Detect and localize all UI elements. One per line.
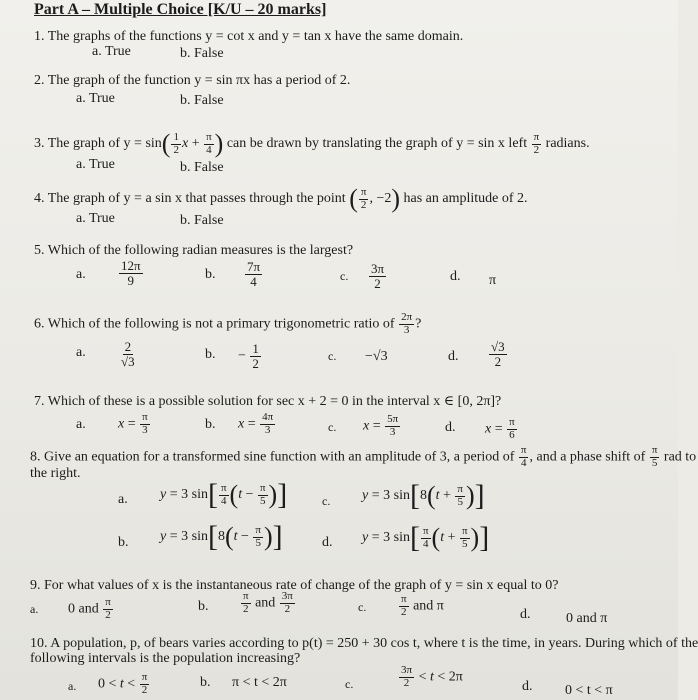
- question-10-answer-b: π < t < 2π: [232, 675, 287, 690]
- question-4-option-a: a. True: [76, 211, 115, 226]
- question-10-text: 10. A population, p, of bears varies according to p(t) = 250 + 30 cos t, where t is the time, in years. During which of the: [30, 636, 698, 651]
- question-10-option-c: c.: [345, 677, 354, 691]
- question-7-text: 7. Which of these is a possible solution for sec x + 2 = 0 in the interval x ∈ [0, 2π]?: [34, 394, 502, 409]
- question-6-option-d: d.: [448, 349, 459, 364]
- question-2-text: 2. The graph of the function y = sin πx has a period of 2.: [34, 73, 351, 88]
- question-6-answer-b: − $\frac{1}{2}$: [238, 341, 259, 371]
- question-9-option-d: d.: [520, 607, 531, 622]
- question-10-answer-c: $\frac{3\pi}{2}$ < t < 2π: [401, 664, 463, 689]
- question-9-text: 9. For what values of x is the instantaneous rate of change of the graph of y = sin x equal to 0?: [30, 578, 559, 593]
- question-6-answer-c: −√3: [365, 349, 388, 364]
- question-7-option-c: c.: [328, 420, 337, 434]
- question-7-answer-b: x = $\frac{4\pi}{3}$: [238, 411, 274, 436]
- question-8-answer-d: y = 3 sin[ $\frac{\pi}{4}$ (t + $\frac{\pi}{5}$ )]: [362, 521, 490, 554]
- question-1-text: 1. The graphs of the functions y = cot x and y = tan x have the same domain.: [34, 29, 464, 44]
- question-9-option-b: b.: [198, 599, 209, 614]
- question-7-answer-a: x = $\frac{\pi}{3}$: [118, 411, 148, 436]
- question-8-text-line2: the right.: [30, 466, 81, 481]
- question-5-answer-b: $\frac{7\pi}{4}$: [247, 259, 261, 289]
- question-7-option-a: a.: [76, 417, 86, 432]
- question-1-option-b: b. False: [180, 46, 224, 61]
- question-9-answer-d: 0 and π: [566, 611, 608, 626]
- question-6-answer-a: $\frac{2}{√3}$: [121, 339, 135, 369]
- question-5-answer-a: $\frac{12\pi}{9}$: [121, 258, 141, 288]
- question-8-answer-b: y = 3 sin[8(t − $\frac{\pi}{5}$ )]: [160, 520, 283, 553]
- question-2-option-b: b. False: [180, 93, 224, 108]
- question-4-option-b: b. False: [180, 213, 224, 228]
- question-5-answer-c: $\frac{3\pi}{2}$: [371, 261, 385, 291]
- question-10-answer-a: 0 < t < $\frac{\pi}{2}$: [98, 671, 148, 696]
- question-10-answer-d: 0 < t < π: [565, 683, 613, 698]
- question-7-answer-c: x = $\frac{5\pi}{3}$: [363, 413, 399, 438]
- question-6-option-b: b.: [205, 347, 216, 362]
- question-9-answer-c: $\frac{\pi}{2}$ and π: [401, 593, 444, 618]
- question-8-option-b: b.: [118, 535, 129, 550]
- question-7-answer-d: x = $\frac{\pi}{6}$: [485, 416, 515, 441]
- question-8-option-a: a.: [118, 492, 128, 507]
- question-9-answer-a: 0 and $\frac{\pi}{2}$: [68, 596, 111, 621]
- question-2-option-a: a. True: [76, 91, 115, 106]
- question-3-option-a: a. True: [76, 157, 115, 172]
- question-10-option-d: d.: [522, 679, 533, 694]
- question-8-answer-a: y = 3 sin[ $\frac{\pi}{4}$ (t − $\frac{\pi}{5}$ )]: [160, 478, 288, 511]
- question-7-option-b: b.: [205, 417, 216, 432]
- question-8-text: 8. Give an equation for a transformed sine function with an amplitude of 3, a period of $\frac{\pi}{4}$ , and a phase shift of $\frac{\pi}{5}$ rad to: [30, 444, 697, 469]
- question-6-text: 6. Which of the following is not a primary trigonometric ratio of $\frac{2\pi}{3}$ ?: [34, 311, 422, 336]
- question-5-text: 5. Which of the following radian measures is the largest?: [34, 243, 354, 258]
- question-6-option-a: a.: [76, 345, 86, 360]
- question-5-option-a: a.: [76, 267, 86, 282]
- question-5-option-d: d.: [450, 269, 461, 284]
- section-heading: Part A – Multiple Choice [K/U – 20 marks]: [34, 1, 327, 18]
- question-1-option-a: a. True: [92, 44, 131, 59]
- question-3-option-b: b. False: [180, 160, 224, 175]
- question-5-option-c: c.: [340, 269, 349, 283]
- question-6-option-c: c.: [328, 349, 337, 363]
- question-9-option-a: a.: [30, 602, 39, 616]
- question-5-option-b: b.: [205, 267, 216, 282]
- question-9-option-c: c.: [358, 600, 367, 614]
- question-5-answer-d: π: [489, 273, 497, 288]
- question-9-answer-b: $\frac{\pi}{2}$ and $\frac{3\pi}{2}$: [243, 590, 293, 615]
- question-7-option-d: d.: [445, 420, 456, 435]
- question-10-option-a: a.: [68, 679, 77, 693]
- question-4-text: 4. The graph of y = a sin x that passes through the point ( $\frac{\pi}{2}$ , −2) has an amplitude of 2.: [34, 184, 528, 213]
- question-10-option-b: b.: [200, 675, 211, 690]
- question-10-text-line2: following intervals is the population increasing?: [30, 651, 301, 666]
- question-3-text: 3. The graph of y = sin( $\frac{1}{2}$ x + $\frac{\pi}{4}$ ) can be drawn by translating the graph of y = sin x left $\frac{\pi}{2}$ radians.: [34, 129, 590, 158]
- question-8-answer-c: y = 3 sin[8(t + $\frac{\pi}{5}$ )]: [362, 479, 485, 512]
- question-8-option-c: c.: [322, 494, 331, 508]
- question-8-option-d: d.: [322, 535, 333, 550]
- question-6-answer-d: $\frac{√3}{2}$: [491, 339, 505, 369]
